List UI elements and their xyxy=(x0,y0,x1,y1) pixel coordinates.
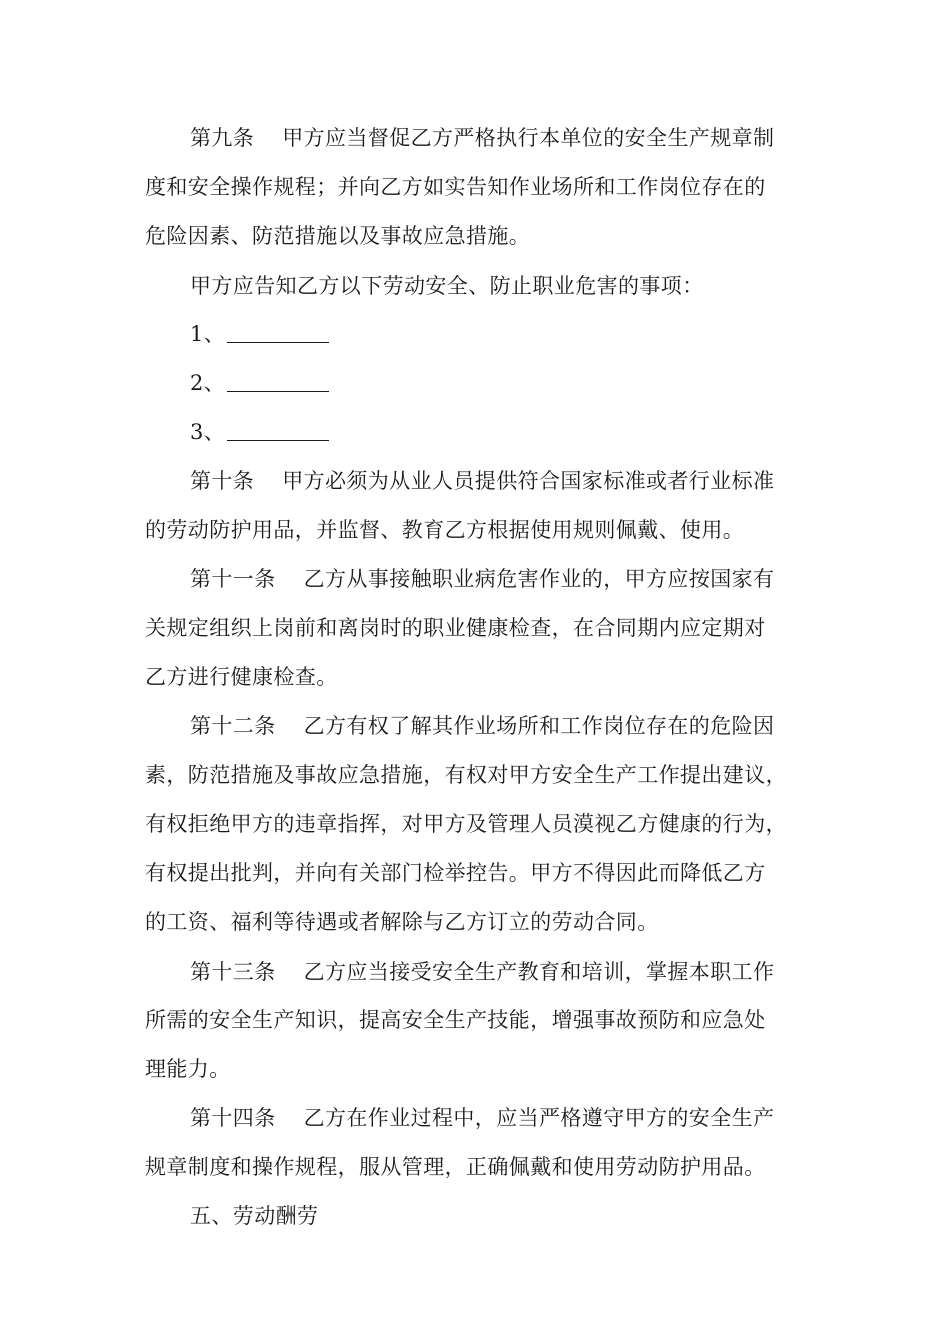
article-11-line-3: 乙方进行健康检查。 xyxy=(145,665,338,689)
article-11-heading: 第十一条 xyxy=(190,567,276,591)
blank-item-3 xyxy=(190,418,329,446)
article-11-text-1: 乙方从事接触职业病危害作业的，甲方应按国家有 xyxy=(303,567,775,591)
article-9-line-2: 度和安全操作规程；并向乙方如实告知作业场所和工作岗位存在的 xyxy=(145,175,766,199)
article-12-line-5: 的工资、福利等待遇或者解除与乙方订立的劳动合同。 xyxy=(145,910,659,934)
article-10-line-2: 的劳动防护用品，并监督、教育乙方根据使用规则佩戴、使用。 xyxy=(145,518,745,542)
article-12-text-1: 乙方有权了解其作业场所和工作岗位存在的危险因 xyxy=(303,714,775,738)
article-12-line-1 xyxy=(190,712,774,740)
article-11-line-2: 关规定组织上岗前和离岗时的职业健康检查，在合同期内应定期对 xyxy=(145,616,766,640)
article-13-line-1 xyxy=(190,958,774,986)
article-13-line-3: 理能力。 xyxy=(145,1057,231,1081)
article-12-line-4: 有权提出批判，并向有关部门检举控告。甲方不得因此而降低乙方 xyxy=(145,861,766,885)
fill-in-blank-2[interactable] xyxy=(227,371,329,392)
fill-in-blank-3[interactable] xyxy=(227,420,329,441)
notice-line: 甲方应告知乙方以下劳动安全、防止职业危害的事项： xyxy=(190,274,704,298)
article-11-line-1 xyxy=(190,565,774,593)
item-number: 1、 xyxy=(190,322,226,346)
article-13-text-1: 乙方应当接受安全生产教育和培训，掌握本职工作 xyxy=(303,960,775,984)
article-9-text-1: 甲方应当督促乙方严格执行本单位的安全生产规章制 xyxy=(282,126,775,150)
article-9-line-1 xyxy=(190,124,774,152)
article-12-line-3: 有权拒绝甲方的违章指挥，对甲方及管理人员漠视乙方健康的行为， xyxy=(145,812,787,836)
article-14-line-2: 规章制度和操作规程，服从管理，正确佩戴和使用劳动防护用品。 xyxy=(145,1155,766,1179)
section-5-heading: 五、劳动酬劳 xyxy=(190,1204,319,1228)
fill-in-blank-1[interactable] xyxy=(227,322,329,343)
article-10-line-1 xyxy=(190,467,774,495)
item-number: 3、 xyxy=(190,420,226,444)
article-13-line-2: 所需的安全生产知识，提高安全生产技能，增强事故预防和应急处 xyxy=(145,1008,766,1032)
article-9-line-3: 危险因素、防范措施以及事故应急措施。 xyxy=(145,224,531,248)
article-10-heading: 第十条 xyxy=(190,469,255,493)
blank-item-1 xyxy=(190,320,329,348)
article-12-heading: 第十二条 xyxy=(190,714,276,738)
article-10-text-1: 甲方必须为从业人员提供符合国家标准或者行业标准 xyxy=(282,469,775,493)
article-14-line-1 xyxy=(190,1104,774,1132)
article-14-heading: 第十四条 xyxy=(190,1106,276,1130)
article-13-heading: 第十三条 xyxy=(190,960,276,984)
article-9-heading: 第九条 xyxy=(190,126,255,150)
article-12-line-2: 素，防范措施及事故应急措施，有权对甲方安全生产工作提出建议， xyxy=(145,763,787,787)
article-14-text-1: 乙方在作业过程中，应当严格遵守甲方的安全生产 xyxy=(303,1106,775,1130)
item-number: 2、 xyxy=(190,371,226,395)
blank-item-2 xyxy=(190,369,329,397)
